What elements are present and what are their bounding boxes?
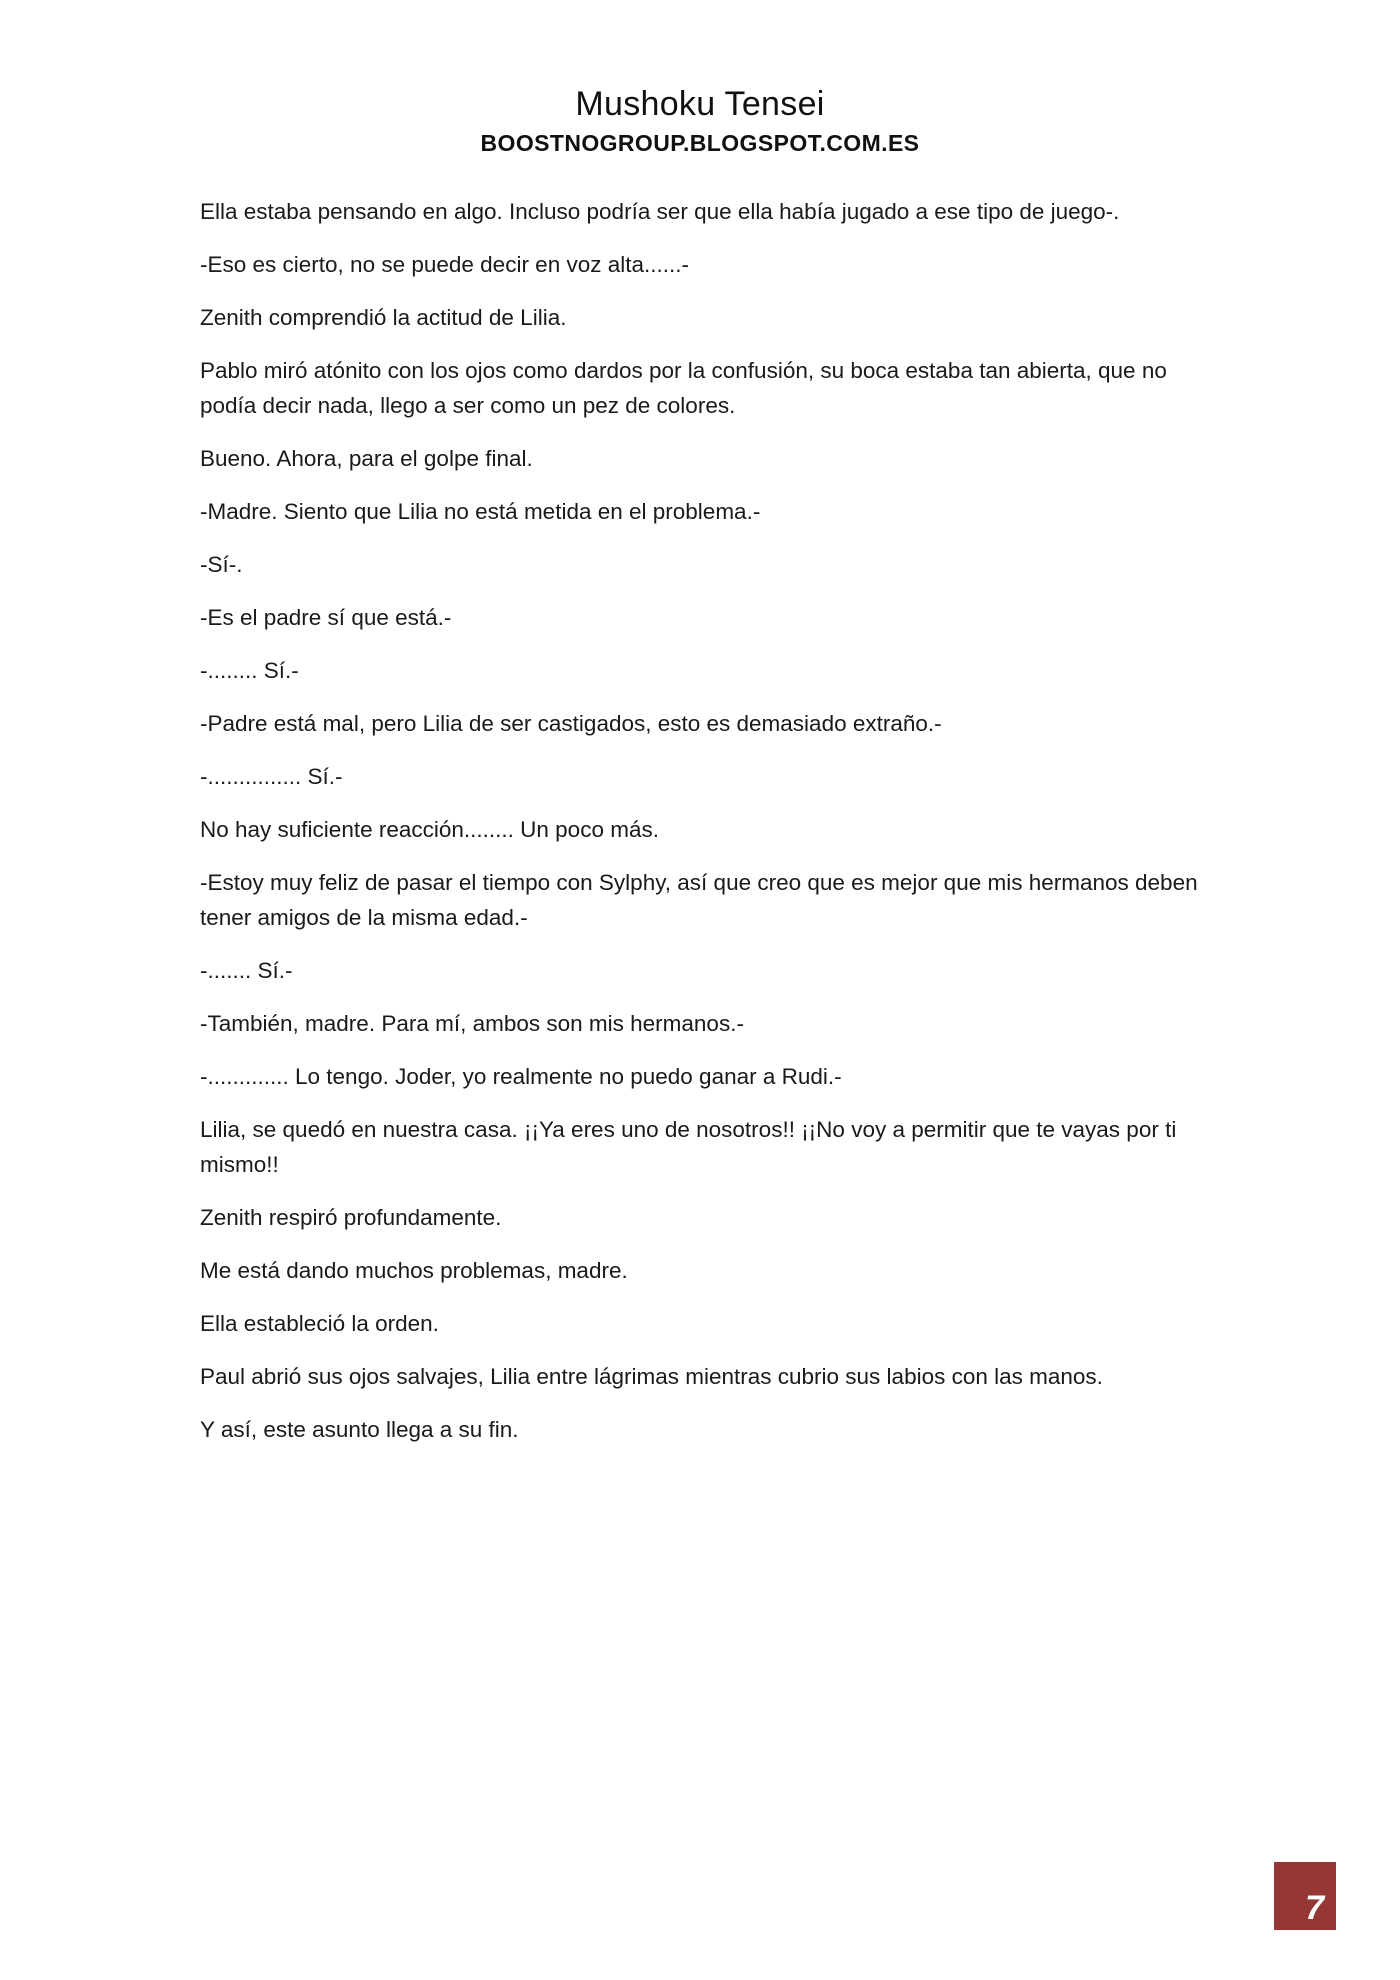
- paragraph: Paul abrió sus ojos salvajes, Lilia entre lágrimas mientras cubrio sus labios con las manos.: [200, 1364, 1103, 1389]
- page-header: [0, 84, 1400, 158]
- paragraph: Zenith respiró profundamente.: [200, 1205, 502, 1230]
- paragraph: Zenith comprendió la actitud de Lilia.: [200, 305, 567, 330]
- paragraph: -Sí-.: [200, 552, 243, 577]
- paragraph: Me está dando muchos problemas, madre.: [200, 1258, 628, 1283]
- paragraph: -Es el padre sí que está.-: [200, 605, 452, 630]
- body-text: [200, 194, 1200, 1465]
- paragraph: -También, madre. Para mí, ambos son mis hermanos.-: [200, 1011, 744, 1036]
- paragraph: Ella estableció la orden.: [200, 1311, 439, 1336]
- paragraph: Bueno. Ahora, para el golpe final.: [200, 446, 533, 471]
- paragraph: -Estoy muy feliz de pasar el tiempo con Sylphy, así que creo que es mejor que mis hermanos deben tener amigos de la misma edad.-: [200, 870, 1198, 930]
- paragraph: -Madre. Siento que Lilia no está metida en el problema.-: [200, 499, 761, 524]
- page-number: 7: [1305, 1889, 1324, 1927]
- paragraph: -....... Sí.-: [200, 958, 293, 983]
- paragraph: -........ Sí.-: [200, 658, 299, 683]
- document-title: Mushoku Tensei: [575, 85, 825, 123]
- paragraph: -............... Sí.-: [200, 764, 343, 789]
- paragraph: Y así, este asunto llega a su fin.: [200, 1417, 519, 1442]
- paragraph: Pablo miró atónito con los ojos como dardos por la confusión, su boca estaba tan abierta, que no podía decir nada, llego a ser como un pez de colores.: [200, 358, 1167, 418]
- page-number-underline: [1274, 1930, 1336, 1934]
- paragraph: Lilia, se quedó en nuestra casa. ¡¡Ya eres uno de nosotros!! ¡¡No voy a permitir que te vayas por ti mismo!!: [200, 1117, 1177, 1177]
- paragraph: -Eso es cierto, no se puede decir en voz alta......-: [200, 252, 690, 277]
- paragraph: Ella estaba pensando en algo. Incluso podría ser que ella había jugado a ese tipo de juego-.: [200, 199, 1120, 224]
- document-subtitle: BOOSTNOGROUP.BLOGSPOT.COM.ES: [480, 130, 920, 156]
- paragraph: -Padre está mal, pero Lilia de ser castigados, esto es demasiado extraño.-: [200, 711, 942, 736]
- paragraph: No hay suficiente reacción........ Un poco más.: [200, 817, 659, 842]
- paragraph: -............. Lo tengo. Joder, yo realmente no puedo ganar a Rudi.-: [200, 1064, 842, 1089]
- page-number-badge: [1274, 1862, 1336, 1934]
